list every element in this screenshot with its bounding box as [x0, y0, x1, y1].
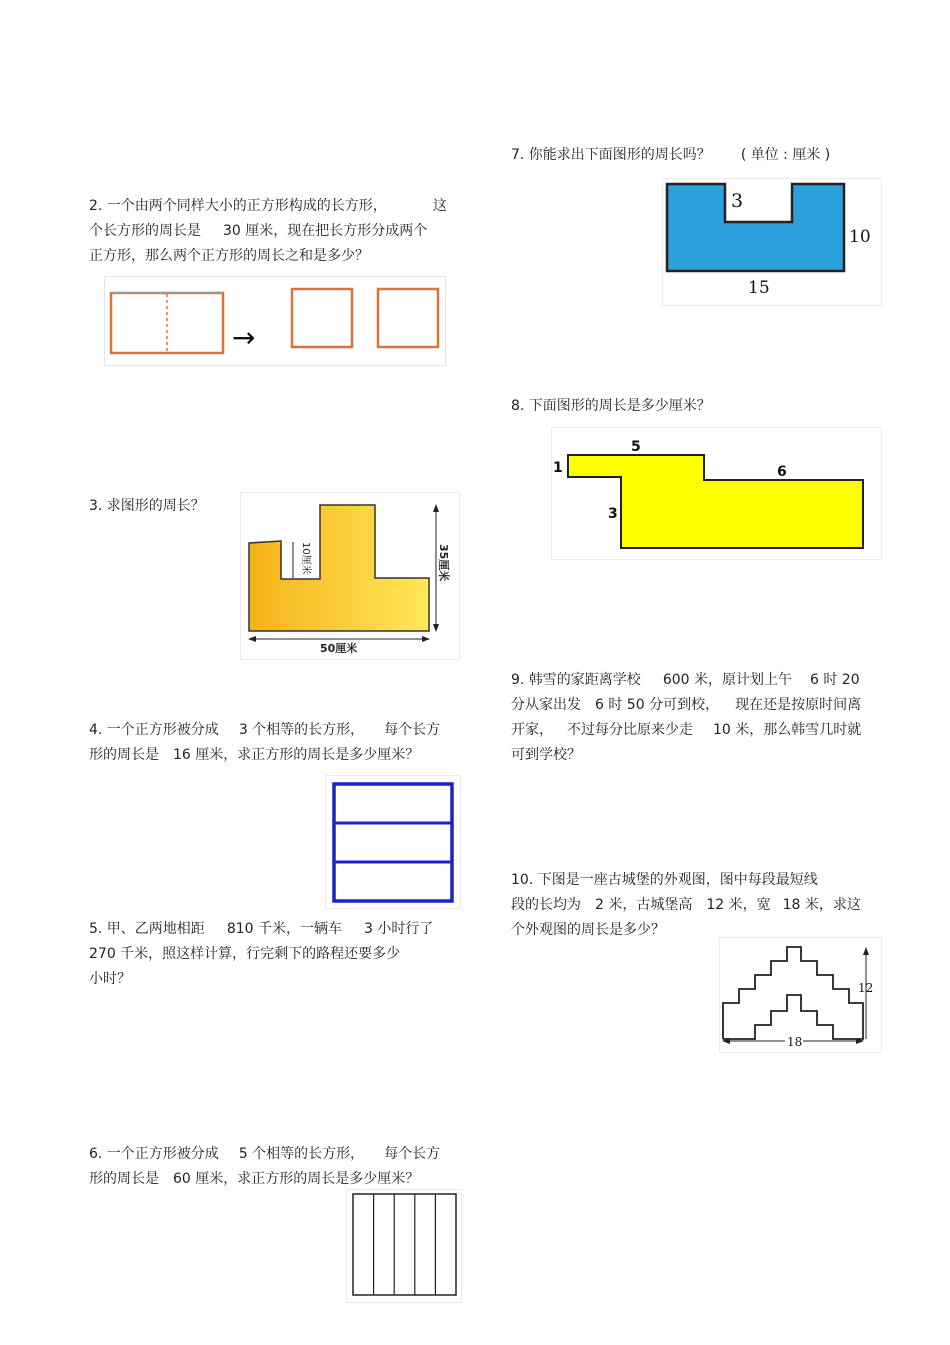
question-4: [89, 718, 440, 768]
q4-square: [334, 784, 452, 901]
q5-line1c: 3 小时行了: [363, 921, 434, 937]
q4-line2a: 形的周长是: [89, 747, 159, 763]
q10-line2a: 段的长均为: [511, 897, 581, 913]
q3-text: 3. 求图形的周长？: [89, 498, 205, 514]
q6-figure: [346, 1189, 462, 1303]
question-2: [89, 194, 447, 269]
q4-line2b: 16 厘米，求正方形的周长是多少厘米？: [173, 747, 420, 763]
q5-line3: 小时？: [89, 971, 131, 987]
question-7: [511, 143, 830, 168]
q5-line1b: 810 千米，一辆车: [226, 921, 342, 937]
q2-line2b: 30 厘米，现在把长方形分成两个: [223, 223, 428, 239]
q10-line2b: 2 米，古城堡高: [595, 897, 693, 913]
q9-line2c: 现在还是按原时间离: [735, 697, 862, 713]
q3-figure: [240, 492, 460, 660]
q8-text: 8. 下面图形的周长是多少厘米？: [511, 398, 711, 414]
q6-line1a: 6. 一个正方形被分成: [89, 1146, 219, 1162]
q9-line3b: 不过每分比原来少走: [567, 722, 693, 738]
question-10: [511, 868, 861, 943]
q2-line2a: 个长方形的周长是: [89, 223, 201, 239]
q8-label-top: 5: [631, 439, 641, 455]
q2-arrow-icon: →: [232, 321, 256, 354]
q2-line3: 正方形，那么两个正方形的周长之和是多少？: [89, 248, 369, 264]
q9-line2b: 6 时 50 分可到校，: [595, 697, 720, 713]
q6-line2a: 形的周长是: [89, 1171, 159, 1187]
q9-line3a: 开家，: [511, 722, 553, 738]
q2-line1-end: 这: [432, 198, 447, 214]
q5-line2: 270 千米，照这样计算，行完剩下的路程还要多少: [89, 946, 401, 962]
q10-line3: 个外观图的周长是多少？: [511, 922, 665, 938]
q9-line1c: 6 时 20: [809, 672, 860, 688]
q9-line1b: 600 米，原计划上午: [662, 672, 792, 688]
q7-label-notch: 3: [731, 190, 744, 212]
q7-shape: [667, 184, 844, 271]
q8-label-step: 3: [608, 506, 618, 522]
q8-label-left: 1: [553, 460, 563, 476]
q7-label-height: 10: [849, 227, 871, 247]
q6-line2b: 60 厘米，求正方形的周长是多少厘米？: [173, 1171, 420, 1187]
q10-figure: [719, 937, 882, 1053]
q10-line2c: 12 米，宽: [706, 897, 771, 913]
q2-figure: [104, 276, 446, 366]
q3-shape: [249, 505, 429, 631]
q7-label-base: 15: [748, 278, 770, 298]
q2-square-2: [378, 289, 438, 347]
q10-line1: 10. 下图是一座古城堡的外观图，图中每段最短线: [511, 872, 818, 888]
q10-line2d: 18 米，求这: [782, 897, 861, 913]
question-9: [511, 668, 861, 768]
q8-shape: [568, 455, 863, 548]
q7-unit: ( 单位 : 厘米 ): [740, 147, 831, 163]
q9-line2a: 分从家出发: [511, 697, 581, 713]
q2-line1: 2. 一个由两个同样大小的正方形构成的长方形，: [89, 198, 387, 214]
q4-figure: [325, 775, 461, 909]
question-6: [89, 1142, 440, 1192]
q8-figure: [551, 427, 882, 560]
q10-label-width: 18: [787, 1035, 803, 1049]
question-3: [89, 494, 205, 519]
q9-line3c: 10 米，那么韩雪几时就: [713, 722, 862, 738]
q7-text: 7. 你能求出下面图形的周长吗？: [511, 147, 711, 163]
q5-line1a: 5. 甲、乙两地相距: [89, 921, 205, 937]
q4-line1b: 3 个相等的长方形，: [238, 722, 365, 738]
q6-line1c: 每个长方: [384, 1146, 441, 1162]
q10-castle-outer: [723, 947, 863, 1039]
question-8: [511, 394, 711, 419]
q3-label-base: 50厘米: [320, 642, 358, 655]
q3-label-inner: 10厘米: [300, 542, 311, 575]
q6-line1b: 5 个相等的长方形，: [238, 1146, 365, 1162]
q4-line1c: 每个长方: [384, 722, 441, 738]
q9-line1a: 9. 韩雪的家距离学校: [511, 672, 641, 688]
q8-label-right: 6: [777, 464, 787, 480]
q7-figure: [662, 178, 882, 306]
q6-square: [353, 1194, 456, 1295]
question-5: [89, 917, 433, 992]
q4-line1a: 4. 一个正方形被分成: [89, 722, 219, 738]
q2-square-1: [292, 289, 352, 347]
q9-line4: 可到学校？: [511, 747, 581, 763]
q3-label-height: 35厘米: [437, 544, 450, 582]
q10-label-height: 12: [858, 981, 874, 995]
